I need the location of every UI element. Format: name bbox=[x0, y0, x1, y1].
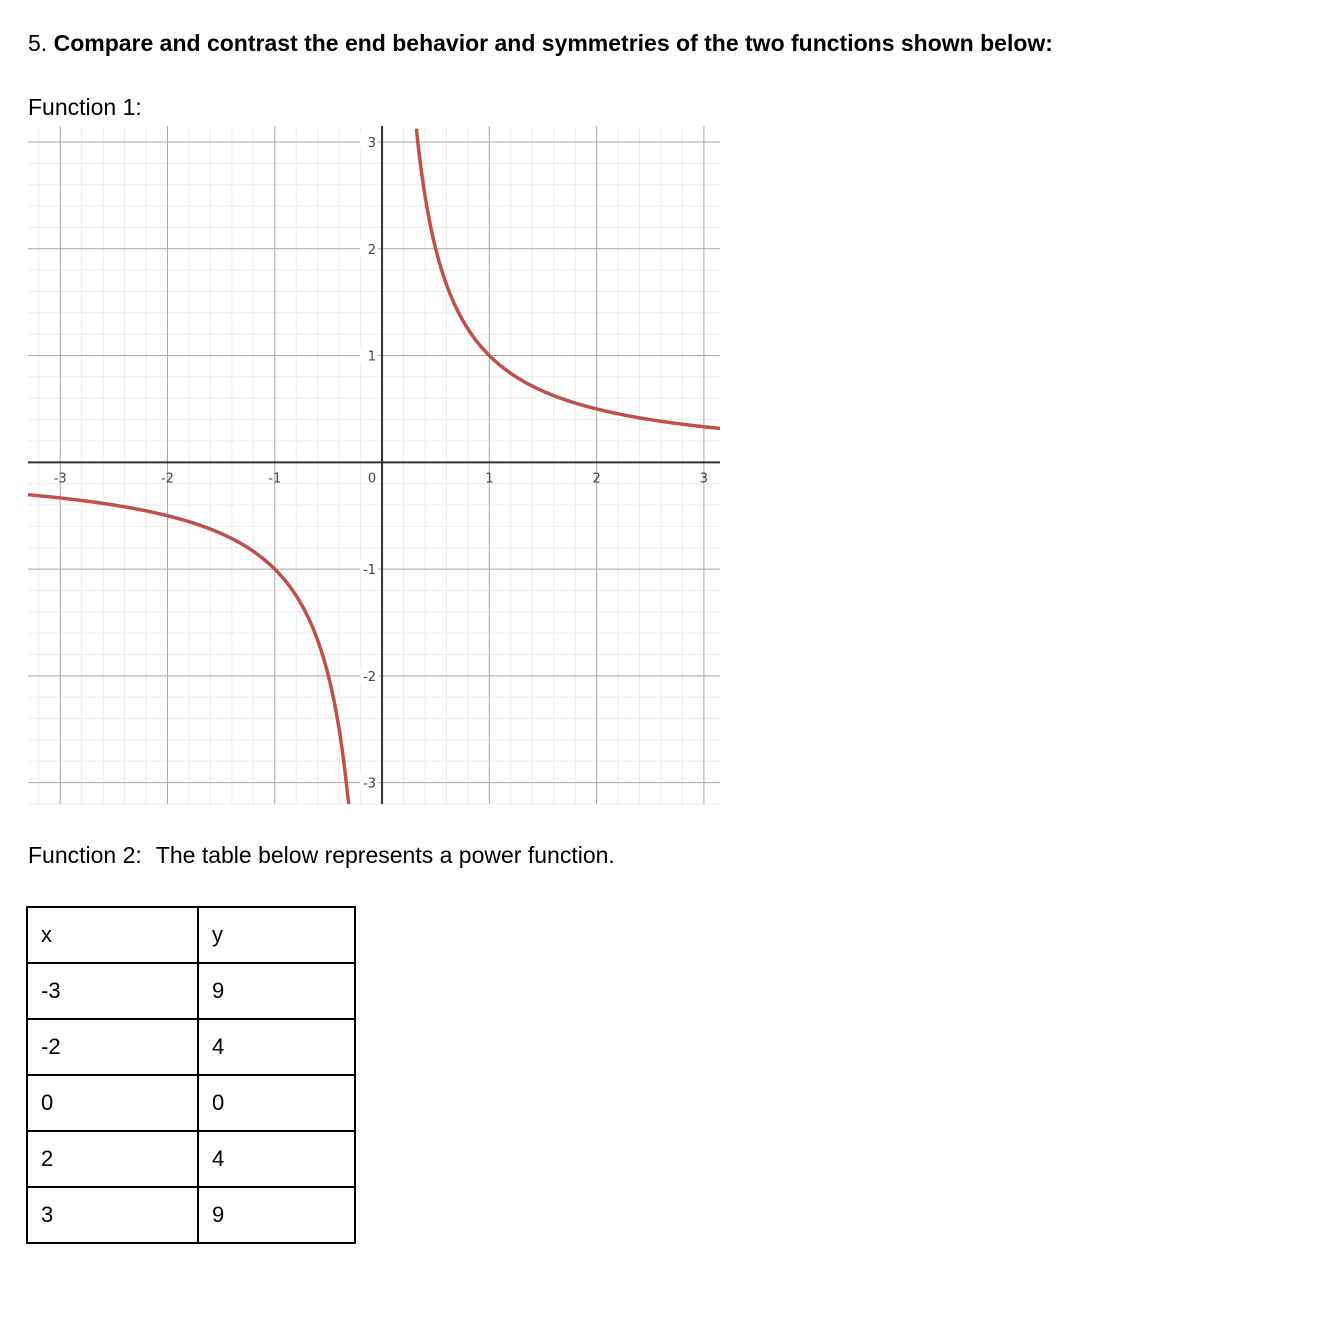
y-tick-label: 1 bbox=[367, 349, 377, 365]
table-cell-x: 0 bbox=[27, 1075, 198, 1131]
function-2-title: Function 2: bbox=[28, 842, 142, 868]
table-header-y: y bbox=[198, 907, 355, 963]
y-tick-label: -1 bbox=[363, 563, 377, 579]
table-cell-y: 9 bbox=[198, 1187, 355, 1243]
table-row bbox=[27, 1019, 355, 1075]
x-tick-label: 0 bbox=[367, 471, 377, 487]
table-row bbox=[27, 1187, 355, 1243]
x-tick-label: -2 bbox=[160, 471, 174, 487]
table-cell-y: 0 bbox=[198, 1075, 355, 1131]
table-cell-y: 4 bbox=[198, 1131, 355, 1187]
table-header-x: x bbox=[27, 907, 198, 963]
table-cell-y: 9 bbox=[198, 963, 355, 1019]
question-text: Compare and contrast the end behavior and symmetries of the two functions shown below: bbox=[53, 30, 1053, 56]
y-tick-label: 3 bbox=[367, 136, 377, 152]
function-1-label: Function 1: bbox=[28, 94, 142, 120]
table-row bbox=[27, 963, 355, 1019]
function-2-description: The table below represents a power function. bbox=[155, 842, 615, 868]
curve-branch-negative bbox=[28, 495, 349, 804]
x-tick-label: 3 bbox=[699, 471, 709, 487]
function-2-label bbox=[28, 842, 615, 869]
curve-branch-positive bbox=[416, 129, 720, 429]
y-tick-label: -3 bbox=[363, 776, 377, 792]
question-number: 5. bbox=[28, 30, 48, 56]
table-row bbox=[27, 1131, 355, 1187]
power-function-table bbox=[26, 906, 356, 1244]
curves bbox=[28, 129, 720, 804]
table-cell-x: 3 bbox=[27, 1187, 198, 1243]
table-cell-y: 4 bbox=[198, 1019, 355, 1075]
table-cell-x: -2 bbox=[27, 1019, 198, 1075]
table-row bbox=[27, 1075, 355, 1131]
minor-grid bbox=[28, 126, 720, 804]
y-tick-label: -2 bbox=[363, 669, 377, 685]
x-tick-label: -3 bbox=[53, 471, 67, 487]
x-tick-label: -1 bbox=[268, 471, 282, 487]
table-header-row bbox=[27, 907, 355, 963]
x-tick-label: 2 bbox=[592, 471, 601, 487]
table-cell-x: -3 bbox=[27, 963, 198, 1019]
y-tick-label: 2 bbox=[367, 242, 377, 258]
x-tick-label: 1 bbox=[485, 471, 494, 487]
table-cell-x: 2 bbox=[27, 1131, 198, 1187]
